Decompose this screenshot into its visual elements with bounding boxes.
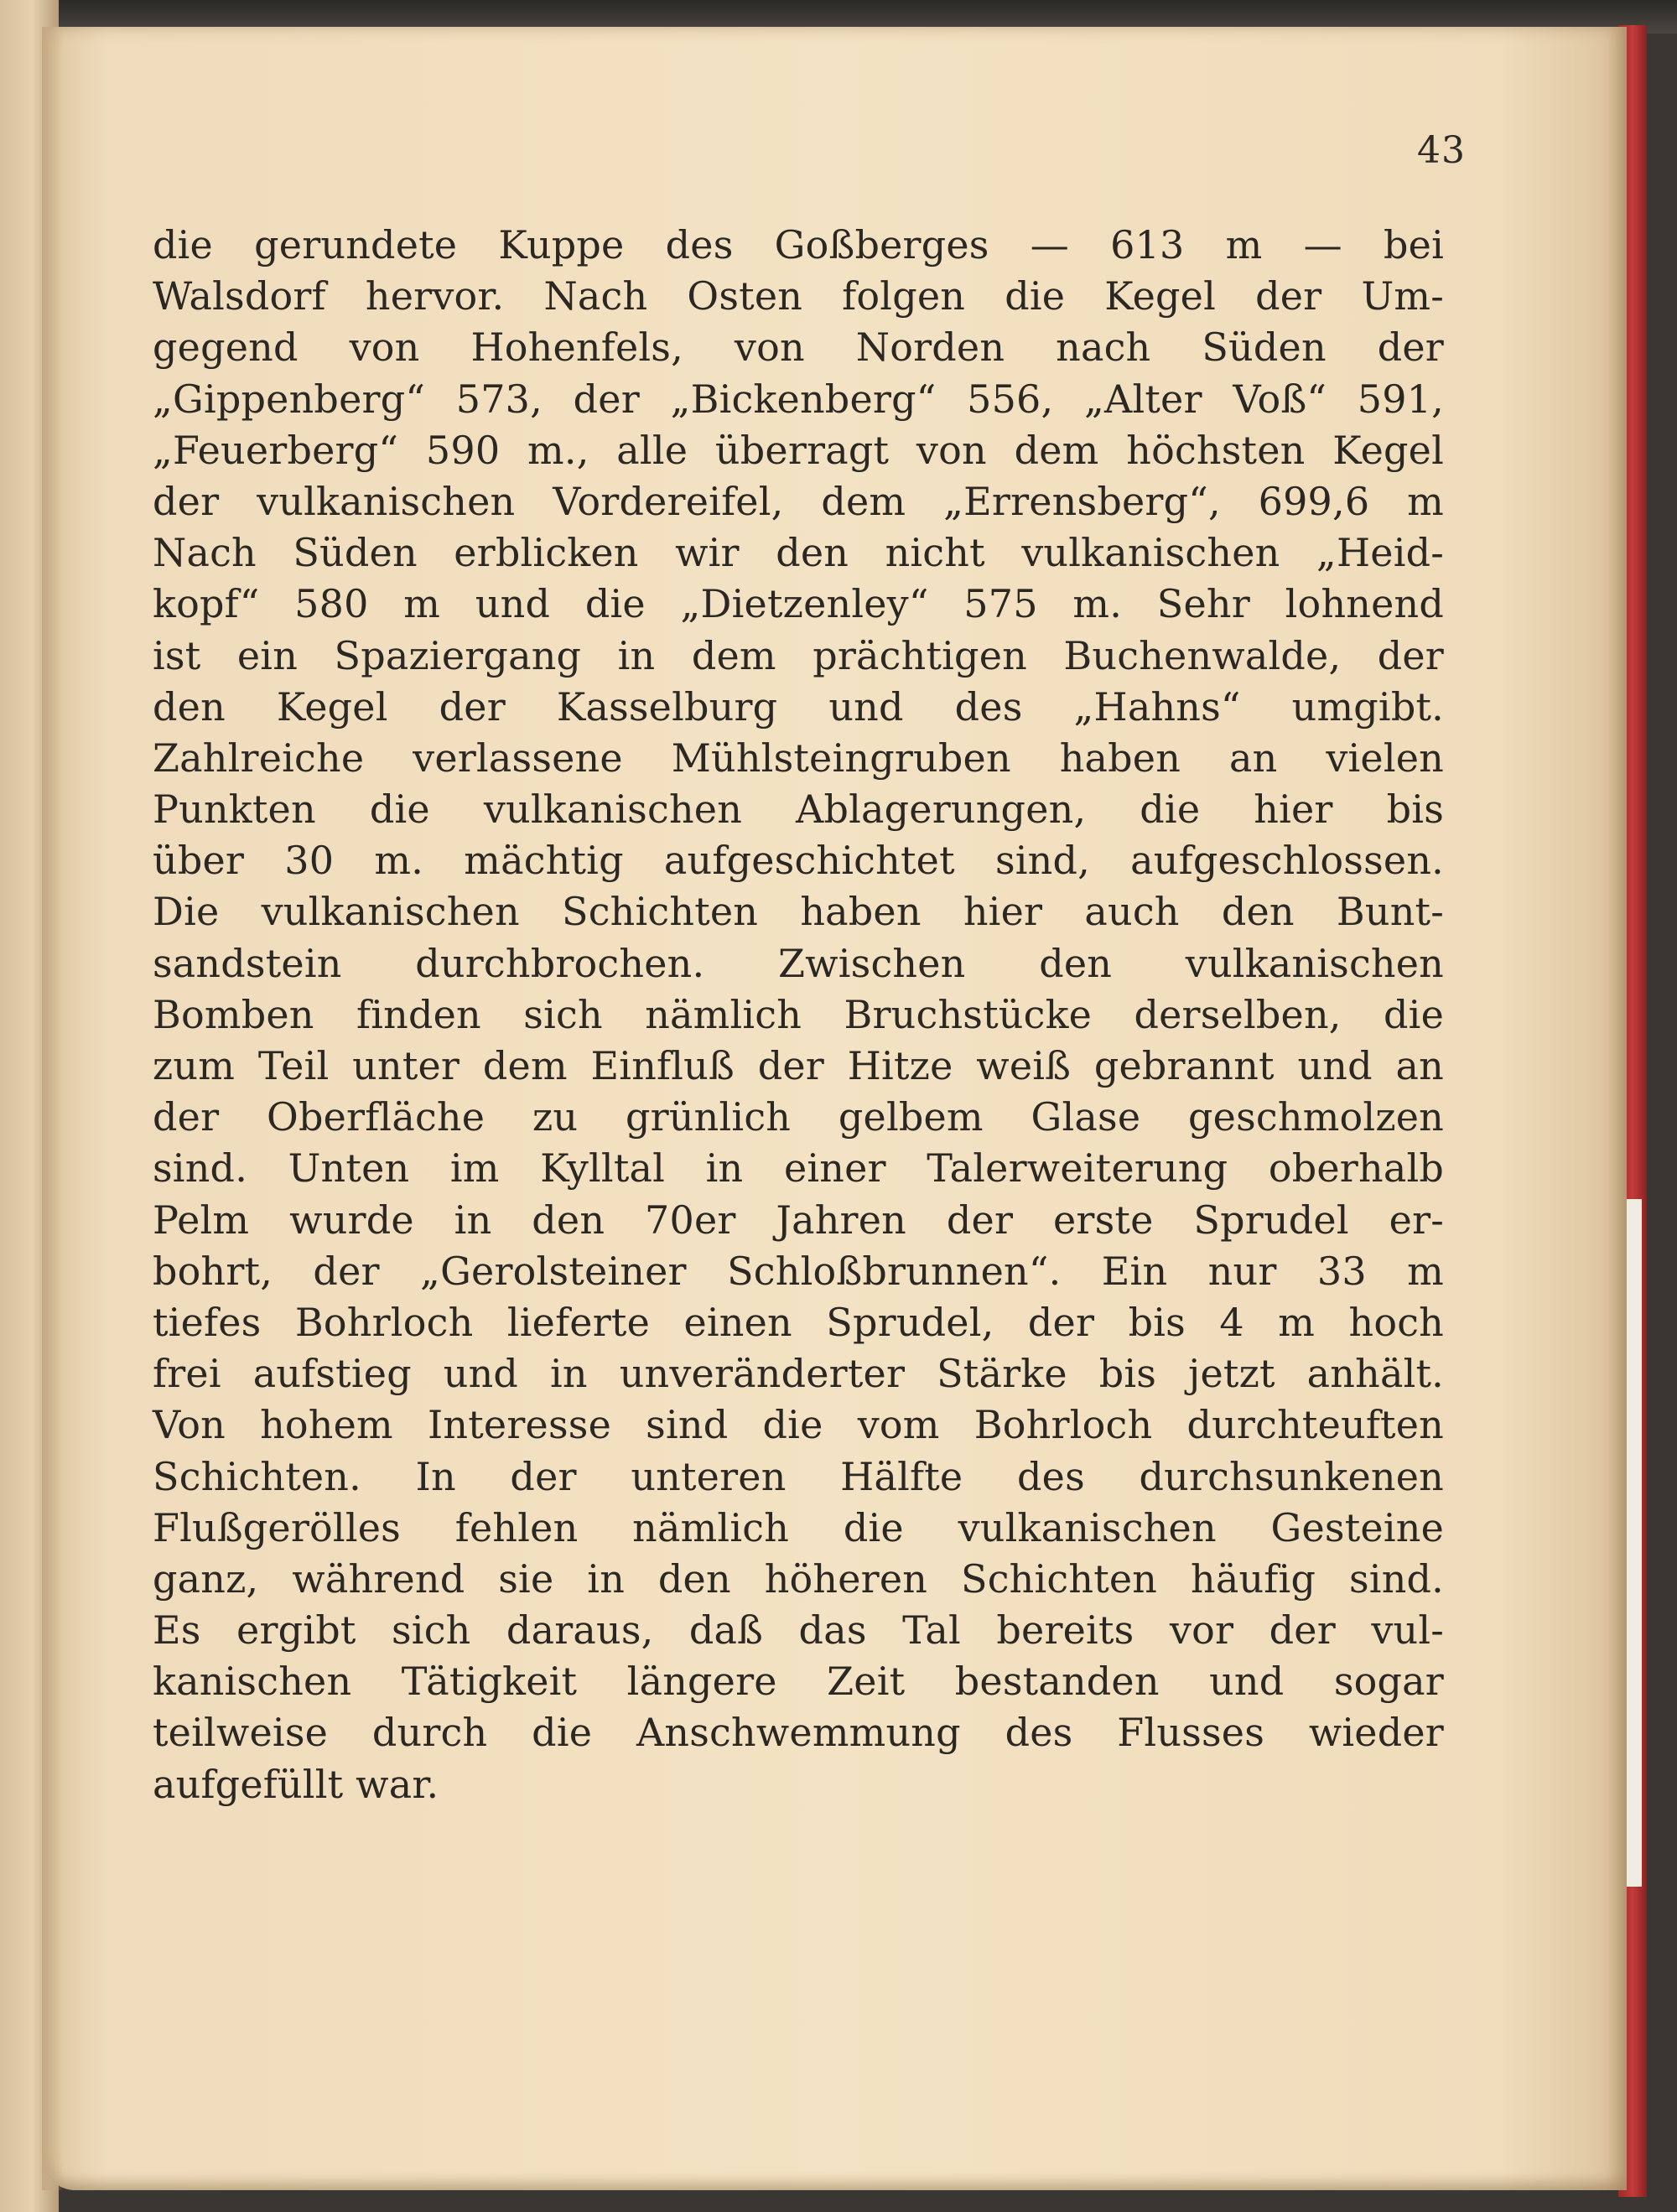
text-line: Schichten. In der unteren Hälfte des durchsunkenen xyxy=(153,1453,1444,1499)
text-line: sind. Unten im Kylltal in einer Talerweiterung oberhalb xyxy=(153,1145,1444,1192)
text-line: ganz, während sie in den höheren Schichten häufig sind. xyxy=(153,1555,1444,1602)
text-line: tiefes Bohrloch lieferte einen Sprudel, der bis 4 m hoch xyxy=(153,1299,1444,1345)
text-line: Nach Süden erblicken wir den nicht vulkanischen „Heid- xyxy=(153,530,1444,576)
text-line: gegend von Hohenfels, von Norden nach Süden der xyxy=(153,325,1444,371)
text-line: sandstein durchbrochen. Zwischen den vulkanischen xyxy=(153,940,1444,986)
text-line: die gerundete Kuppe des Goßberges — 613 m — bei xyxy=(153,222,1444,267)
text-line: ist ein Spaziergang in dem prächtigen Buchenwalde, der xyxy=(153,632,1444,678)
text-line: zum Teil unter dem Einfluß der Hitze weiß gebrannt und an xyxy=(153,1043,1444,1088)
text-line: Es ergibt sich daraus, daß das Tal bereits vor der vul- xyxy=(153,1607,1444,1654)
text-line: Pelm wurde in den 70er Jahren der erste Sprudel er- xyxy=(153,1197,1444,1243)
body-text xyxy=(153,220,1444,1810)
text-line: der vulkanischen Vordereifel, dem „Errensberg“, 699,6 m xyxy=(153,478,1444,524)
text-line: Bomben finden sich nämlich Bruchstücke derselben, die xyxy=(153,991,1444,1037)
text-line: kanischen Tätigkeit längere Zeit bestanden und sogar xyxy=(153,1659,1444,1705)
text-line: kopf“ 580 m und die „Dietzenley“ 575 m. Sehr lohnend xyxy=(153,581,1444,627)
text-line: Punkten die vulkanischen Ablagerungen, die hier bis xyxy=(153,787,1444,833)
page-gutter xyxy=(42,27,64,2190)
page-number: 43 xyxy=(1417,129,1466,172)
text-line: bohrt, der „Gerolsteiner Schloßbrunnen“. Ein nur 33 m xyxy=(153,1248,1444,1294)
text-line: Die vulkanischen Schichten haben hier auch den Bunt- xyxy=(153,889,1444,935)
text-line: Flußgerölles fehlen nämlich die vulkanischen Gesteine xyxy=(153,1504,1444,1550)
text-line: über 30 m. mächtig aufgeschichtet sind, aufgeschlossen. xyxy=(153,838,1444,884)
text-line: der Oberfläche zu grünlich gelbem Glase geschmolzen xyxy=(153,1094,1444,1140)
text-line: teilweise durch die Anschwemmung des Flusses wieder xyxy=(153,1710,1444,1756)
text-line: aufgefüllt war. xyxy=(153,1761,439,1807)
text-line: frei aufstieg und in unveränderter Stärke bis jetzt anhält. xyxy=(153,1351,1444,1397)
text-line: „Gippenberg“ 573, der „Bickenberg“ 556, „Alter Voß“ 591, xyxy=(153,376,1444,422)
text-line: Von hohem Interesse sind die vom Bohrloch durchteuften xyxy=(153,1402,1444,1448)
text-line: Zahlreiche verlassene Mühlsteingruben haben an vielen xyxy=(153,735,1444,781)
text-line: den Kegel der Kasselburg und des „Hahns“ umgibt. xyxy=(153,683,1444,730)
text-line: „Feuerberg“ 590 m., alle überragt von dem höchsten Kegel xyxy=(153,427,1444,473)
text-line: Walsdorf hervor. Nach Osten folgen die Kegel der Um- xyxy=(153,273,1444,319)
